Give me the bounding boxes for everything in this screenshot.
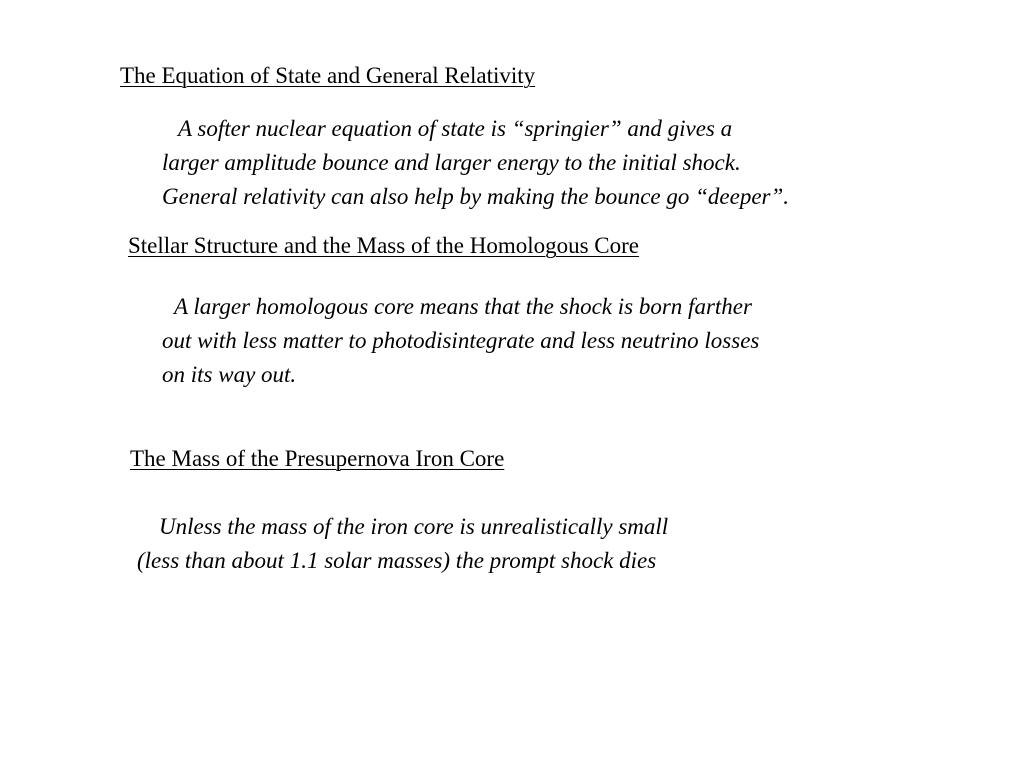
section-body-equation-of-state <box>162 112 789 214</box>
body-line: A softer nuclear equation of state is “springier” and gives a <box>178 116 733 141</box>
body-line: out with less matter to photodisintegrate and less neutrino losses <box>162 328 760 353</box>
section-heading-equation-of-state: The Equation of State and General Relativity <box>120 63 536 88</box>
body-line: A larger homologous core means that the shock is born farther <box>174 294 752 319</box>
body-line: larger amplitude bounce and larger energy to the initial shock. <box>162 150 741 175</box>
section-heading-homologous-core: Stellar Structure and the Mass of the Homologous Core <box>128 233 640 258</box>
section-body-iron-core <box>137 510 668 578</box>
body-line: (less than about 1.1 solar masses) the prompt shock dies <box>137 548 657 573</box>
body-line: Unless the mass of the iron core is unrealistically small <box>159 514 669 539</box>
section-heading-iron-core: The Mass of the Presupernova Iron Core <box>130 446 505 471</box>
section-body-homologous-core <box>162 290 759 392</box>
body-line: on its way out. <box>162 362 297 387</box>
body-line: General relativity can also help by making the bounce go “deeper”. <box>162 184 790 209</box>
